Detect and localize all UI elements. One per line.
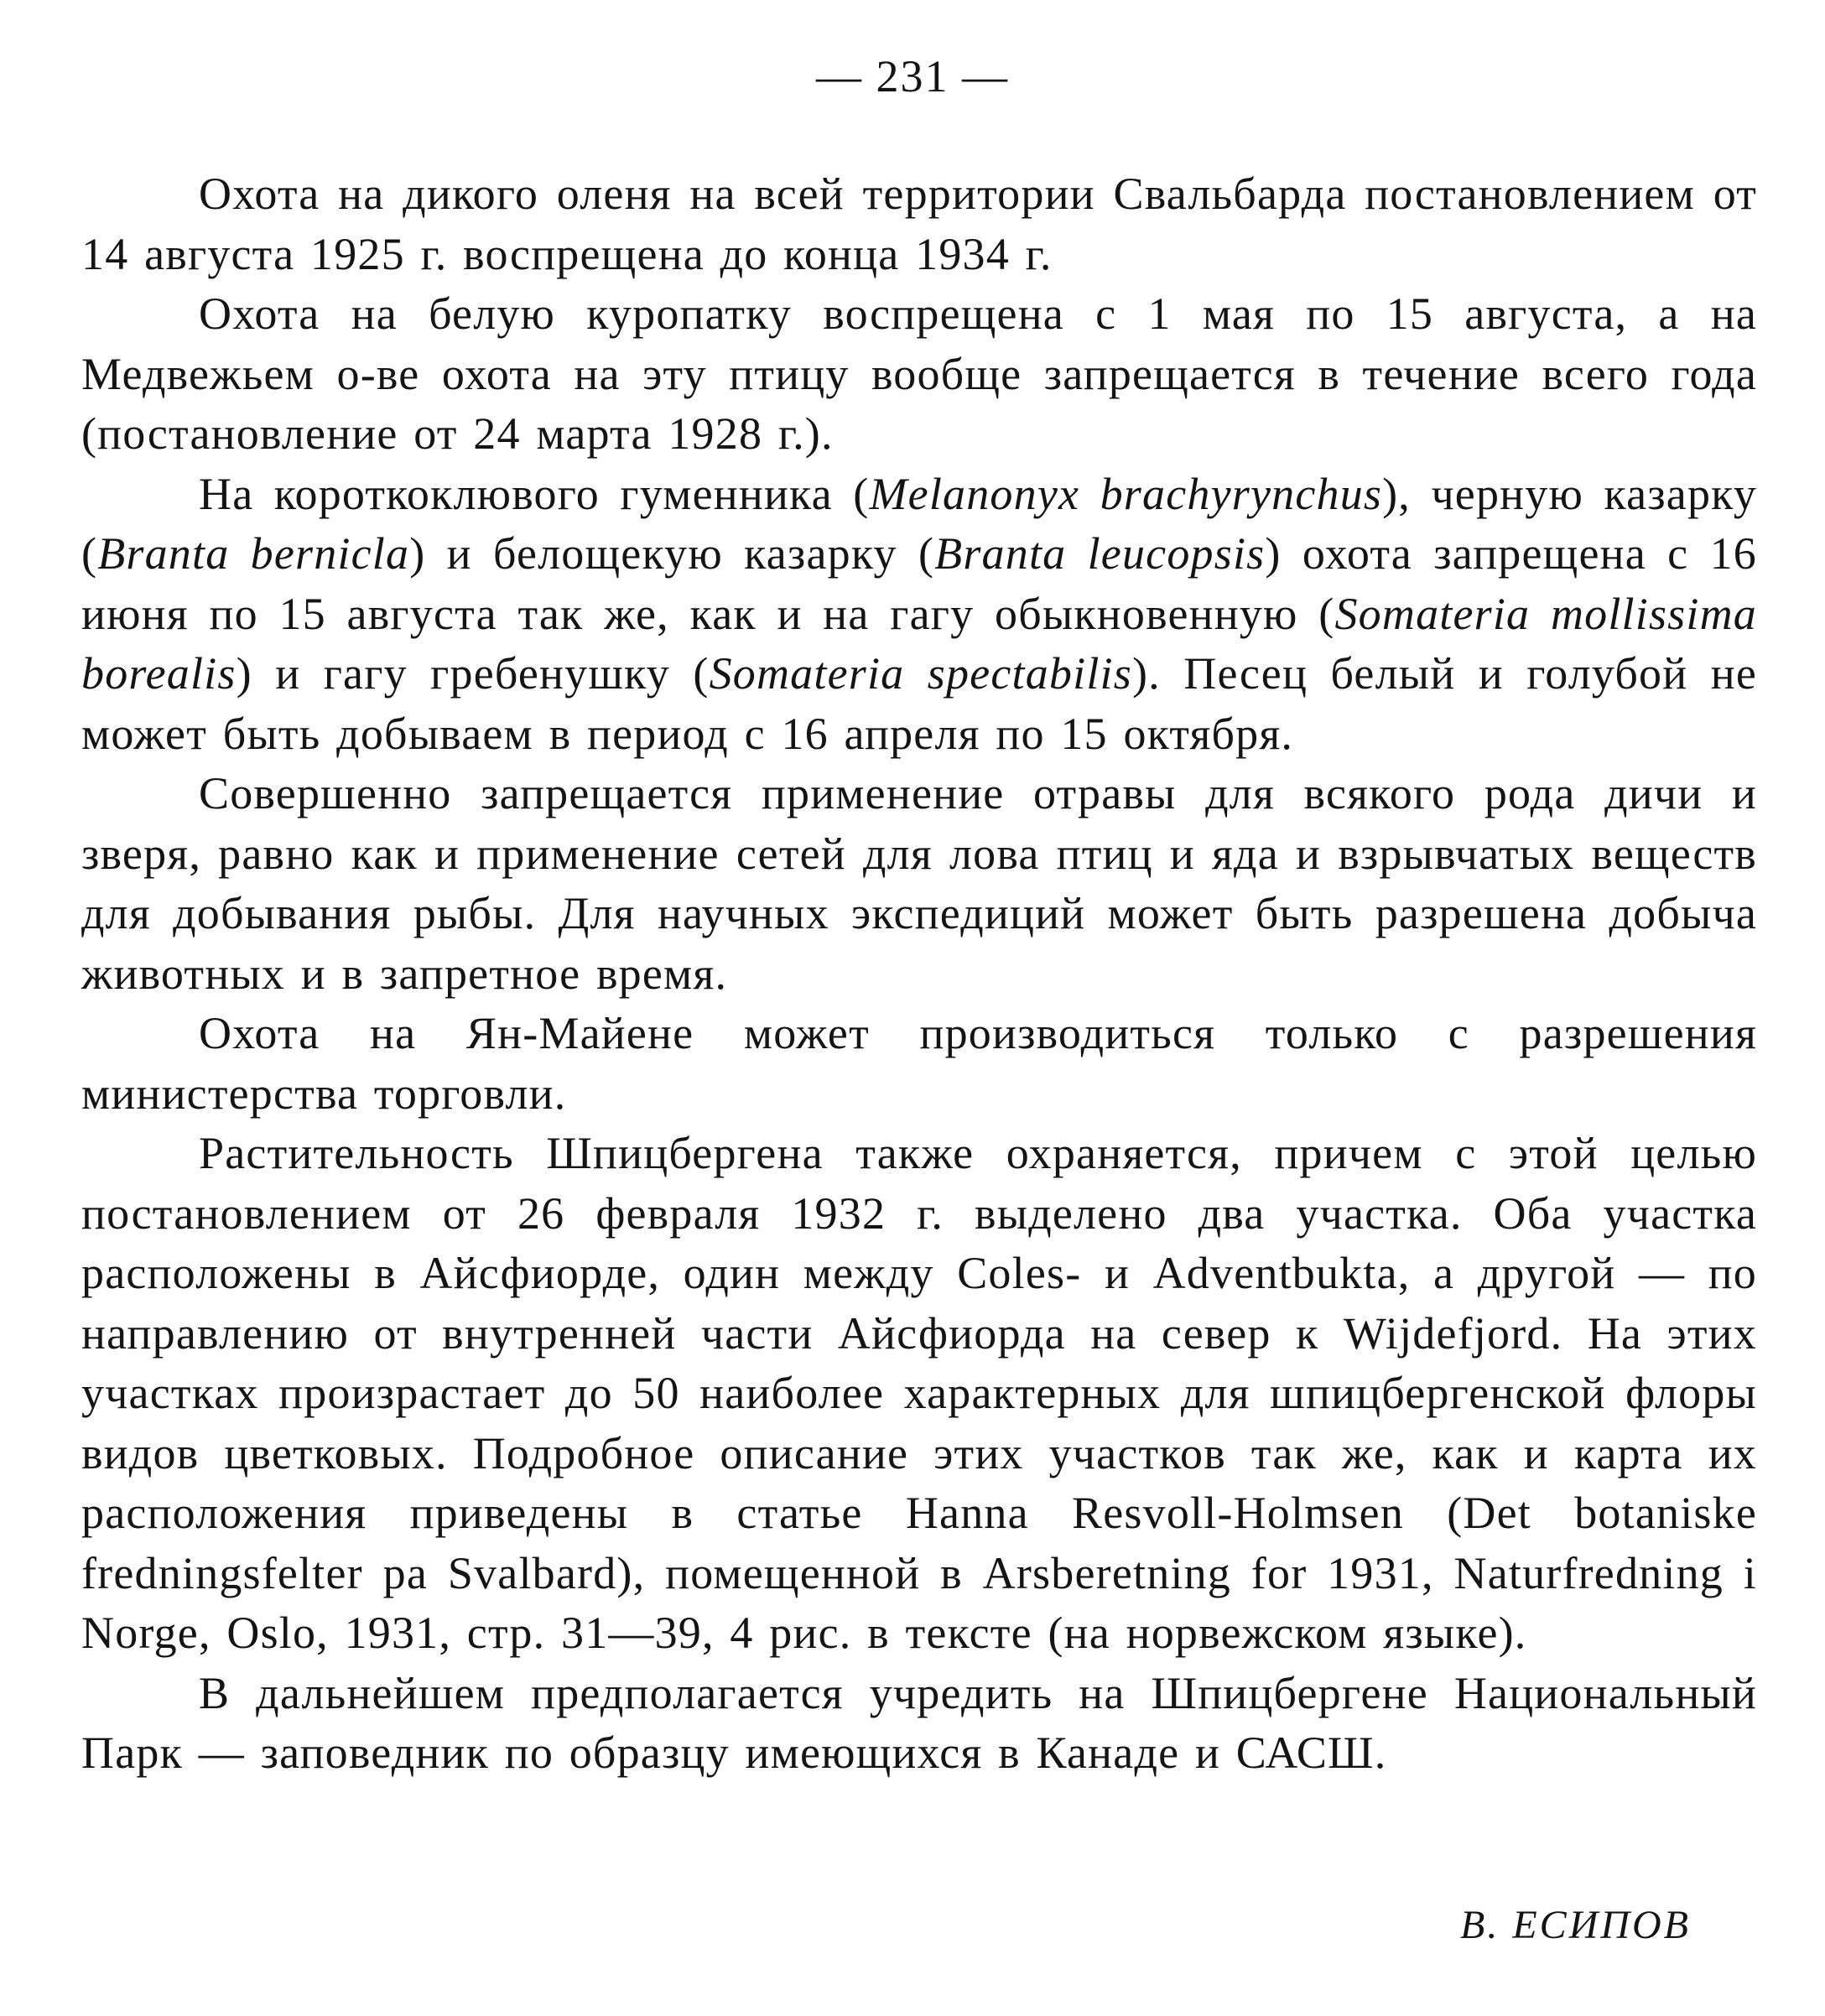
species-name: Branta leucopsis (934, 528, 1266, 579)
author-signature: В. ЕСИПОВ (1460, 1903, 1691, 1947)
species-name: Somateria mollissima borealis (81, 588, 1757, 699)
paragraph-reindeer-hunting: Охота на дикого оленя на всей территории Свальбарда постановлением от 14 августа 1925 г. воспрещена до конца 1934 г. (81, 169, 1757, 279)
text-segment: На короткоклювого гуменника ( (199, 468, 870, 519)
article-body (81, 164, 1757, 1784)
paragraph-poison-nets: Совершенно запрещается применение отравы для всякого рода дичи и зверя, равно как и применение сетей для лова птиц и яда и взрывчатых веществ для добывания рыбы. Для научных экспедиций может быть разрешена добыча животных и в запретное время. (81, 768, 1757, 999)
text-segment: ), черную казарку ( (81, 468, 1758, 579)
species-name: Melanonyx brachyrynchus (869, 468, 1383, 519)
text-segment: ) охота запрещена с 16 июня по 15 августа так же, как и на гагу обыкновенную ( (81, 528, 1757, 639)
paragraph-vegetation: Растительность Шпицбергена также охраняется, причем с этой целью постановлением от 26 февраля 1932 г. выделено два участка. Оба участка расположены в Айсфиорде, один между Coles- и Adventbukta, а другой — по направлению от внутренней части Айсфиорда на север к Wijdefjord. На этих участках произрастает до 50 наиболее характерных для шпицбергенской флоры видов цветковых. Подробное описание этих участков так же, как и карта их расположения приведены в статье Hanna Resvoll-Holmsen (Det botaniske fredningsfelter pa Svalbard), помещенной в Arsberetning for 1931, Naturfredning i Norge, Oslo, 1931, стр. 31—39, 4 рис. в тексте (на норвежском языке). (81, 1128, 1757, 1658)
text-segment: ) и белощекую казарку ( (409, 528, 935, 579)
text-segment: ). Песец белый и голубой не может быть добываем в период с 16 апреля по 15 октября. (81, 648, 1757, 759)
species-name: Somateria spectabilis (709, 648, 1132, 699)
paragraph-geese-eiders (81, 465, 1757, 765)
text-segment: ) и гагу гребенушку ( (236, 648, 710, 699)
paragraph-ptarmigan-hunting: Охота на белую куропатку воспрещена с 1 мая по 15 августа, а на Медвежьем о-ве охота на эту птицу вообще запрещается в течение всего года (постановление от 24 марта 1928 г.). (81, 288, 1757, 459)
paragraph-jan-mayen: Охота на Ян-Майене может производиться только с разрешения министерства торговли. (81, 1008, 1757, 1119)
page-number: — 231 — (816, 51, 1009, 101)
paragraph-national-park: В дальнейшем предполагается учредить на Шпицбергене Национальный Парк — заповедник по образцу имеющихся в Канаде и САСШ. (81, 1667, 1757, 1778)
species-name: Branta bernicla (97, 528, 410, 579)
